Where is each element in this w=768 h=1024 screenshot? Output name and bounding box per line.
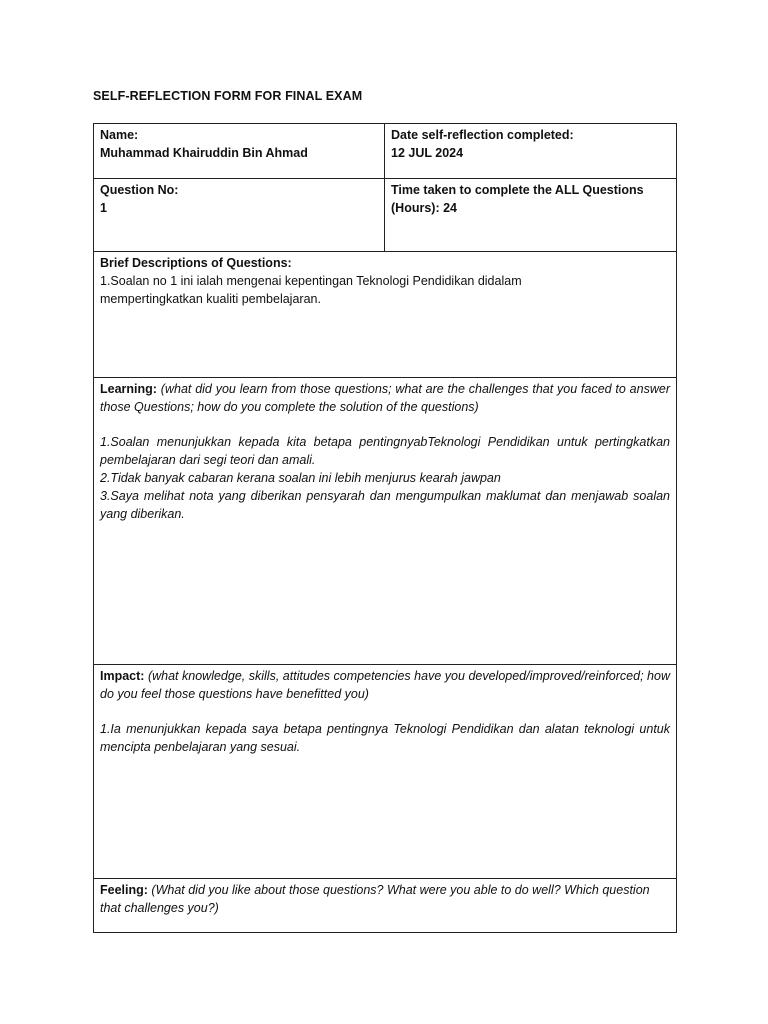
brief-text-line1: 1.Soalan no 1 ini ialah mengenai kepentingan Teknologi Pendidikan didalam — [100, 274, 522, 288]
learning-cell — [94, 378, 677, 665]
question-row — [94, 179, 677, 252]
name-cell — [94, 124, 385, 179]
name-value: Muhammad Khairuddin Bin Ahmad — [100, 146, 308, 160]
learning-prompt: (what did you learn from those questions; what are the challenges that you faced to answer those Questions; how do you complete the solution of the questions) — [100, 382, 670, 414]
learning-row — [94, 378, 677, 665]
name-label: Name: — [100, 128, 139, 142]
question-number-label: Question No: — [100, 183, 179, 197]
impact-row — [94, 665, 677, 879]
learning-prompt-block — [100, 380, 670, 416]
feeling-prompt: (What did you like about those questions? What were you able to do well? Which question that challenges you?) — [100, 883, 650, 915]
date-label: Date self-reflection completed: — [391, 128, 574, 142]
brief-row — [94, 252, 677, 378]
impact-cell — [94, 665, 677, 879]
reflection-form-table — [93, 123, 677, 933]
brief-cell — [94, 252, 677, 378]
date-cell — [385, 124, 677, 179]
brief-text-line2: mempertingkatkan kualiti pembelajaran. — [100, 292, 321, 306]
learning-answer-1: 1.Soalan menunjukkan kepada kita betapa pentingnyabTeknologi Pendidikan untuk pertingkatkan pembelajaran dari segi teori dan amali. — [100, 435, 670, 467]
impact-prompt-block — [100, 667, 670, 703]
time-taken-label-line1: Time taken to complete the ALL Questions — [391, 183, 644, 197]
impact-answer-1: 1.Ia menunjukkan kepada saya betapa pentingnya Teknologi Pendidikan dan alatan teknologi untuk mencipta penbelajaran yang sesuai. — [100, 722, 670, 754]
spacer — [100, 703, 670, 720]
feeling-label: Feeling: — [100, 883, 148, 897]
identity-row — [94, 124, 677, 179]
feeling-prompt-block — [100, 881, 670, 917]
time-taken-label-line2: (Hours): 24 — [391, 201, 457, 215]
question-number-cell — [94, 179, 385, 252]
learning-label: Learning: — [100, 382, 157, 396]
learning-answer-3: 3.Saya melihat nota yang diberikan pensyarah dan mengumpulkan maklumat dan menjawab soalan yang diberikan. — [100, 489, 670, 521]
impact-label: Impact: — [100, 669, 145, 683]
form-title: SELF-REFLECTION FORM FOR FINAL EXAM — [93, 89, 363, 103]
learning-answer-2: 2.Tidak banyak cabaran kerana soalan ini lebih menjurus kearah jawpan — [100, 471, 501, 485]
impact-prompt: (what knowledge, skills, attitudes competencies have you developed/improved/reinforced; how do you feel those questions have benefitted you) — [100, 669, 670, 701]
brief-label: Brief Descriptions of Questions: — [100, 256, 292, 270]
spacer — [100, 416, 670, 433]
feeling-cell — [94, 879, 677, 933]
feeling-row — [94, 879, 677, 933]
question-number-value: 1 — [100, 201, 107, 215]
date-value: 12 JUL 2024 — [391, 146, 464, 160]
time-taken-cell — [385, 179, 677, 252]
